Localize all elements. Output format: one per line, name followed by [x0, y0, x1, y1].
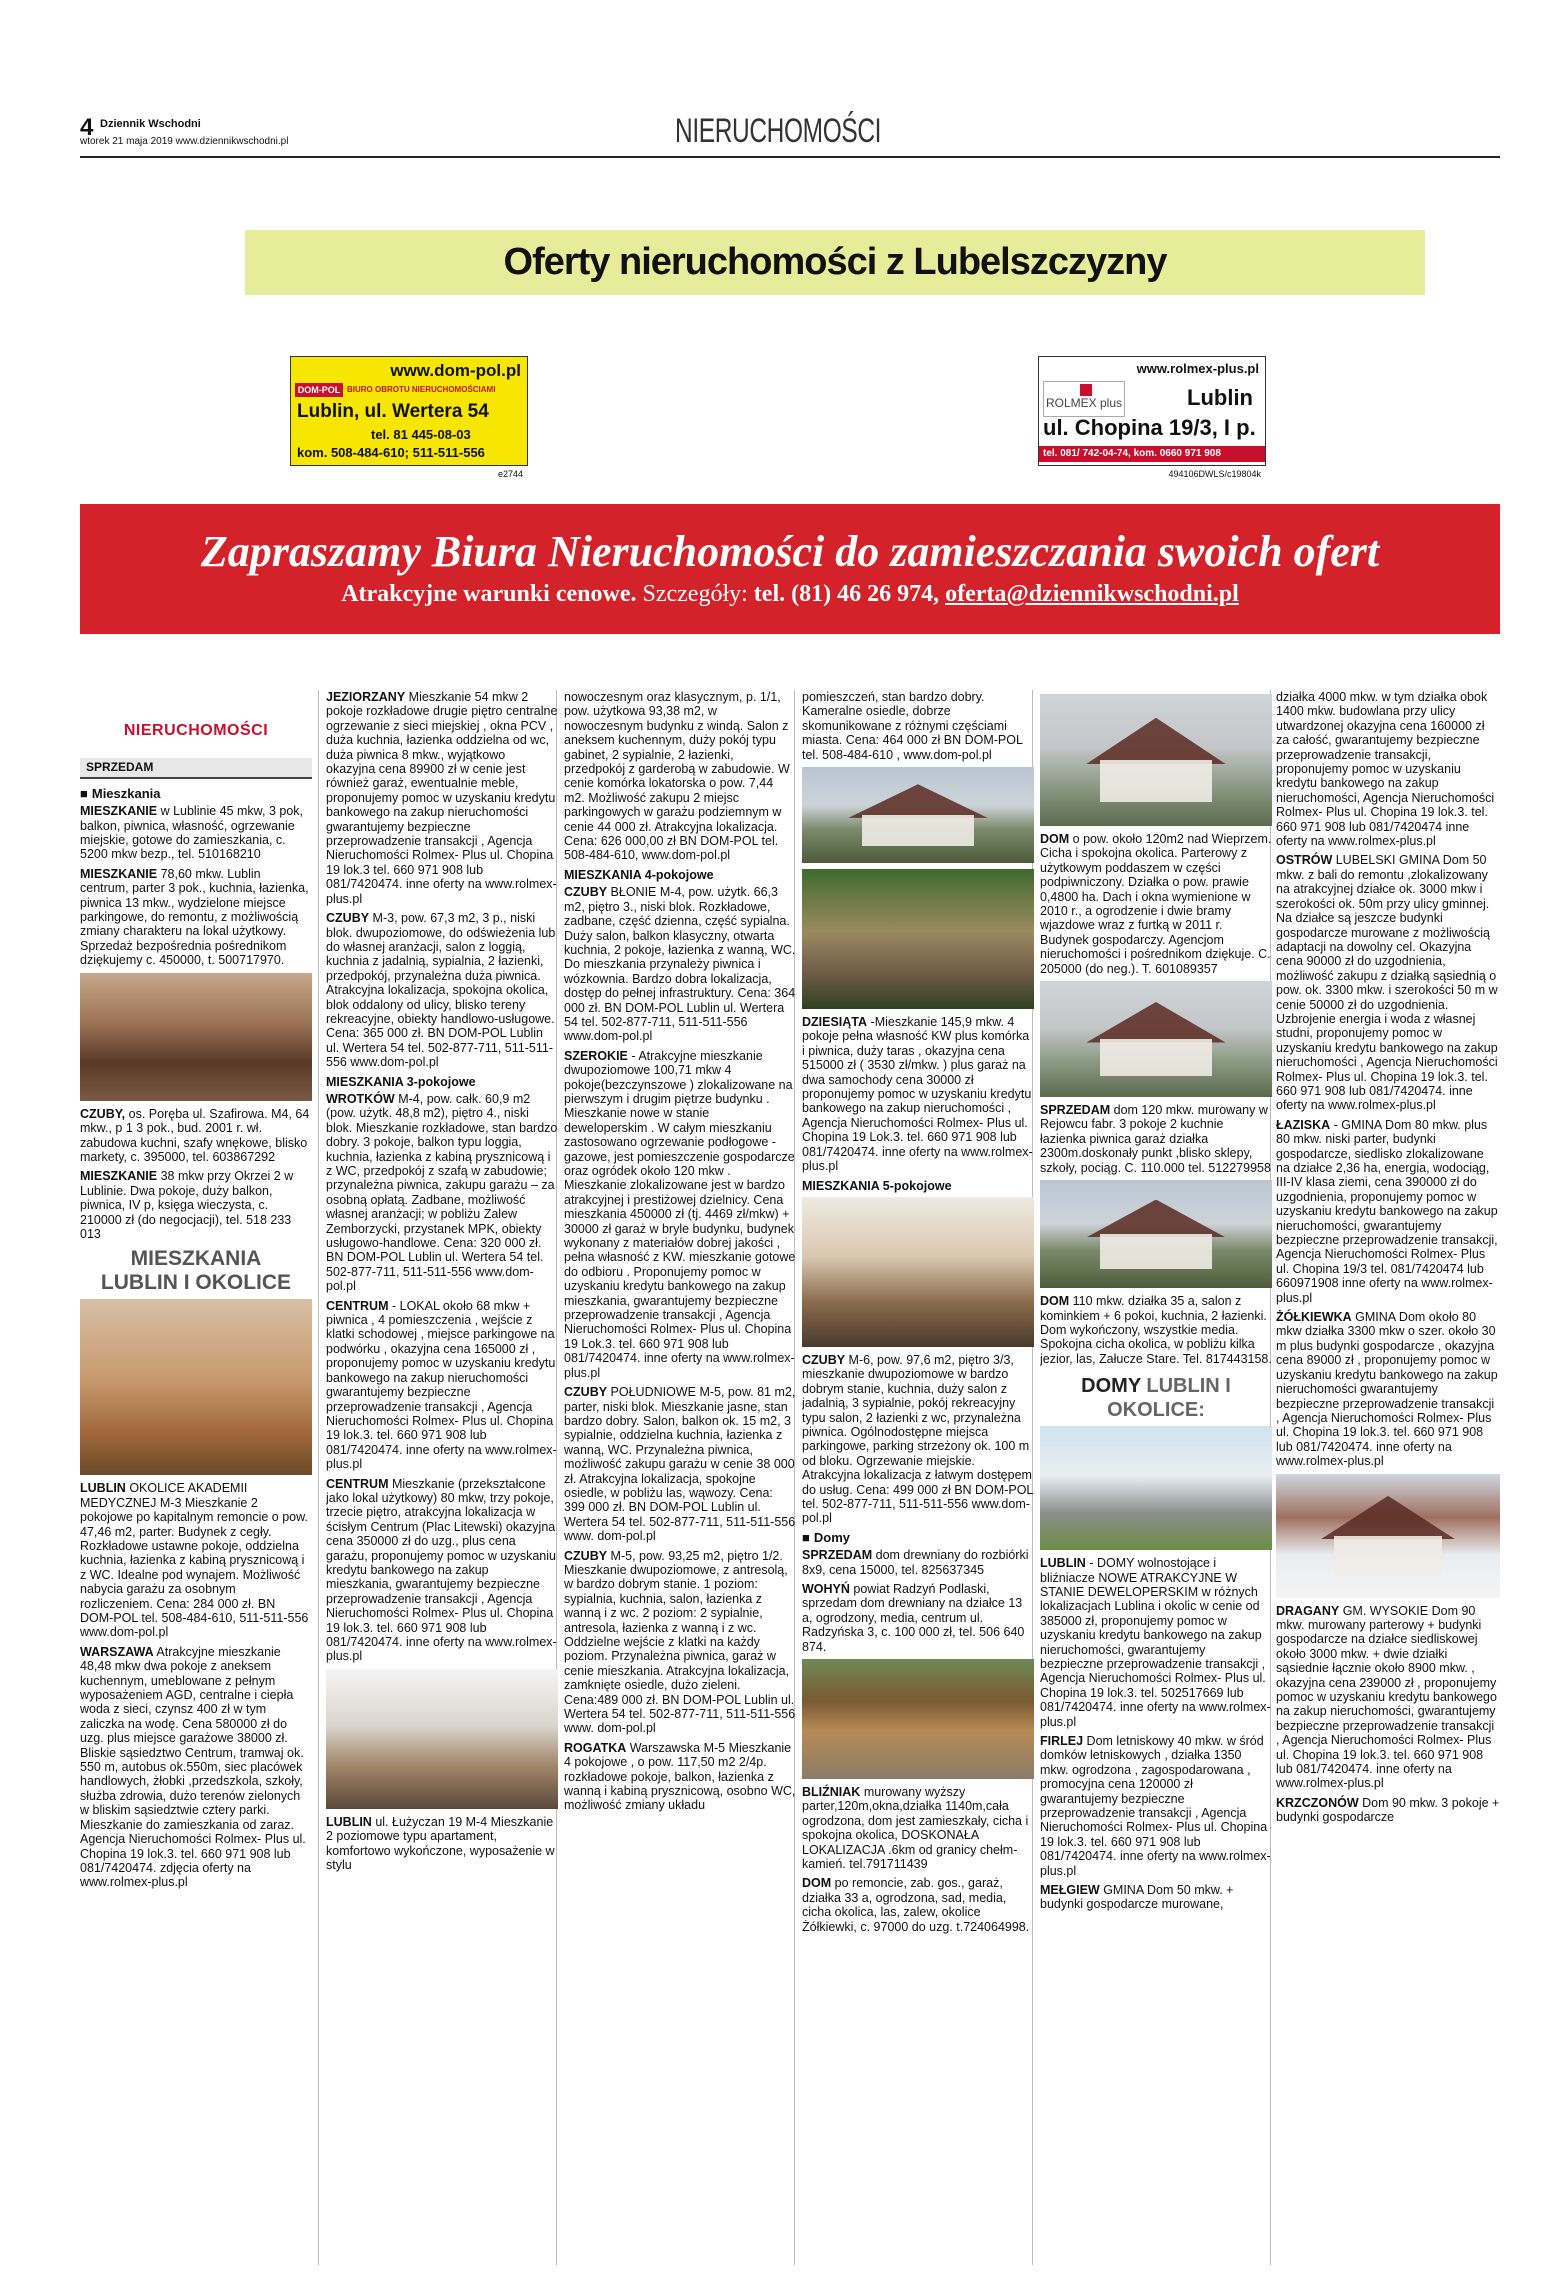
listing-text: -Mieszkanie 145,9 mkw. 4 pokoje pełna własność KW plus komórka i piwnica, duży taras , okazyjna cena 515000 zł ( 3530 zł/mkw. ) plus garaż na dwa samochody cena 30000 zł proponujemy pomoc w uzyskaniu kredytu bankowego na zakup nieruchomości , Agencja Nieruchomości Rolmex- Plus ul. Chopina 19 Lok.3. tel. 660 971 908 lub 081/7420474. inne oferty na www.rolmex-plus.pl — [802, 1015, 1033, 1174]
listing-text: dom drewniany do rozbiórki 8x9, cena 15000, tel. 825637345 — [802, 1548, 1029, 1577]
dompol-logo: DOM-POL — [295, 383, 343, 397]
listing-lead: JEZIORZANY — [326, 690, 406, 704]
listing — [564, 1385, 796, 1543]
rolmex-ad[interactable] — [1038, 356, 1266, 479]
listing-text: 38 mkw przy Okrzei 2 w Lublinie. Dwa pokoje, duży balkon, piwnica, IV p, księga wieczysta, c. 210000 zł (do negocjacji), tel. 518 233 013 — [80, 1169, 294, 1241]
subheading: MIESZKANIA 5-pokojowe — [802, 1178, 952, 1193]
listing-lead: ŁAZISKA — [1276, 1117, 1331, 1132]
listing-text: - DOMY wolnostojące i bliźniacze NOWE ATRAKCYJNE W STANIE DEWELOPERSKIM w różnych lokalizacjach Lublina i okolic w cenie od 385000 zł, proponujemy pomoc w uzyskaniu kredytu bankowego na zakup nieruchomości, gwarantujemy bezpieczne przeprowadzenie transakcji , Agencja Nieruchomości Rolmex- Plus ul. Chopina 19 lok.3. tel. 502517669 lub 081/7420474. inne oferty na www.rolmex-plus.pl — [1040, 1556, 1271, 1729]
listing-text: LUBELSKI GMINA Dom 50 mkw. z bali do remontu ,zlokalizowany na atrakcyjnej działce ok. 3000 mkw i szerokości ok. 50m przy ulicy gminnej. Na działce są jeszcze budynki gospodarcze murowane z możliwością adaptacji na dowolny cel. Okazyjna cena 90000 zł do uzgodnienia, możliwość zakupu z działką sąsiednią o pow. ok. 3300 mkw. i szerokości 50 m w cenie 50000 zł do uzgodnienia. Uzbrojenie energia i woda z własnej studni, proponujemy pomoc w uzyskaniu kredytu bankowego na zakup nieruchomości , Agencja Nieruchomości Rolmex- Plus ul. Chopina 19 lok.3. tel. 660 971 908 lub 081/7420474. inne oferty na www.rolmex-plus.pl — [1276, 853, 1498, 1113]
listing-lead: KRZCZONÓW — [1276, 1795, 1359, 1810]
roof-shape — [1086, 1200, 1225, 1238]
listing-text: Warszawska M-5 Mieszkanie 4 pokojowe , o pow. 117,50 m2 2/4p. rozkładowe pokoje, balkon, łazienka z wanną i kabiną prysznicową, osobno WC, możliwość zmiany układu — [564, 1740, 796, 1813]
column-6 — [1276, 690, 1500, 2265]
listing — [802, 1876, 1034, 1934]
listing — [1040, 832, 1272, 976]
listing-text: Atrakcyjne mieszkanie 48,48 mkw dwa pokoje z aneksem kuchennym, umeblowane z pełnym wyposażeniem AGD, centralne i ciepła woda z sieci, czynsz 400 zł w tym zaliczka na wodę. Cena 580000 zł do uzg. plus miejsce garażowe 38000 zł. Bliskie sąsiedztwo Centrum, tramwaj ok. 550 m, autobus ok.550m, siec placówek handlowych, żłobki ,przedszkola, szkoły, służba zdrowia, dużo terenów zielonych w bliskim sąsiedztwie cztery parki. Mieszkanie do zamieszkania od zaraz. Agencja Nieruchomości Rolmex- Plus ul. Chopina 19 lok.3. tel. 660 971 908 lub 081/7420474. zdjęcia oferty na www.rolmex-plus.pl — [80, 1644, 306, 1890]
listing — [80, 1169, 312, 1241]
roof-shape — [1086, 1002, 1225, 1043]
dompol-mobile: kom. 508-484-610; 511-511-556 — [297, 445, 485, 460]
listing — [564, 690, 796, 863]
house-photo — [802, 767, 1034, 863]
listing-lead: DRAGANY — [1276, 1603, 1340, 1618]
listing — [564, 885, 796, 1043]
rolmex-logo-text: ROLMEX plus — [1045, 396, 1123, 410]
listing-lead: FIRLEJ — [1040, 1734, 1084, 1748]
section-title: NIERUCHOMOŚCI — [675, 112, 882, 150]
rolmex-city: Lublin — [1187, 385, 1253, 410]
listing — [80, 1645, 312, 1890]
roof-shape — [848, 784, 987, 818]
listing-lead: CZUBY, — [80, 1106, 126, 1121]
listing-lead: ROGATKA — [564, 1740, 627, 1755]
listing-text: M-5, pow. 93,25 m2, piętro 1/2. Mieszkanie dwupoziomowe, z antresolą, w bardzo dobrym stanie. 1 poziom: sypialnia, kuchnia, salon, łazienka z wanną i z wc. 2 poziom: 2 sypialnie, antresola, łazienka z wanną i z wc. Oddzielne wejście z klatki na każdy poziom. Przynależna piwnica, garaż w cenie mieszkania. Atrakcyjna lokalizacja, zamknięte osiedle, dużo zieleni. Cena:489 000 zł. BN DOM-POL Lublin ul. Wertera 54 tel. 502-877-711, 511-511-556 www. dom-pol.pl — [564, 1548, 796, 1736]
listing-lead: SPRZEDAM — [1040, 1103, 1111, 1118]
listing-lead: WOHYŃ — [802, 1582, 850, 1596]
promo-line-2: LUBLIN I OKOLICE — [100, 1271, 292, 1295]
house-photo — [1040, 981, 1272, 1097]
listing-text: powiat Radzyń Podlaski, sprzedam dom drewniany na działce 13 a, ogrodzony, media, centrum ul. Radzyńska 3, c. 100 000 zł, tel. 506 640 874. — [802, 1582, 1025, 1654]
listing — [80, 804, 312, 862]
listing-lead: DOM — [1040, 1294, 1070, 1309]
site-url[interactable]: www.dziennikwschodni.pl — [175, 136, 289, 147]
wall-shape — [1100, 1234, 1211, 1269]
listing-text: Mieszkanie 54 mkw 2 pokoje rozkładowe drugie piętro centralne ogrzewanie z sieci miejskiej , okna PCV , duża kuchnia, łazienka oddzielna od wc, duża piwnica 8 mkw., wyjątkowo okazyjna cena 89900 zł w cenie jest również garaż, ewentualnie meble, proponujemy pomoc w uzyskaniu kredytu bankowego na zakup nieruchomości gwarantujemy bezpieczne przeprowadzenie transakcji , Agencja Nieruchomości Rolmex- Plus ul. Chopina 19 lok.3 tel. 660 971 908 lub 081/7420474. inne oferty na www.rolmex-plus.pl — [326, 690, 558, 906]
listing — [1276, 1310, 1500, 1468]
banner-email[interactable]: oferta@dziennikwschodni.pl — [945, 581, 1239, 607]
roof-shape — [1086, 718, 1225, 764]
listing — [326, 1477, 558, 1664]
listing-lead: DZIESIĄTA — [802, 1015, 868, 1030]
listing — [1276, 1796, 1500, 1825]
listing-text: BŁONIE M-4, pow. użytk. 66,3 m2, piętro 3., niski blok. Rozkładowe, zadbane, część dzienna, część sypialna. Duży salon, balkon klasyczny, otwarta kuchnia, 2 pokoje, łazienka z wanną, WC. Do mieszkania przynależy piwnica i wózkownia. Bardzo dobra lokalizacja, dostęp do pełnej infrastruktury. Cena: 364 000 zł. BN DOM-POL Lublin ul. Wertera 54 tel. 502-877-711, 511-511-556 www.dom-pol.pl — [564, 885, 796, 1044]
classifieds-columns — [80, 690, 1500, 2265]
listing — [80, 1107, 312, 1165]
listing-lead: CZUBY — [326, 911, 370, 926]
listing-text: M-4, pow. całk. 60,9 m2 (pow. użytk. 48,8 m2), piętro 4., niski blok. Mieszkanie rozkładowe, stan bardzo dobry. 3 pokoje, balkon typu loggia, kuchnia, łazienka z kabiną prysznicową i z WC, przedpokój z szafą w zabudowie; przynależna piwnica, zakupu garażu – za osobną opłatą. Zadbane, możliwość własnej aranżacji; w pobliżu Zalew Zemborzycki, przystanek MPK, obiekty usługowo-handlowe. Cena: 320 000 zł. BN DOM-POL Lublin ul. Wertera 54 tel. 502-877-711, 511-511-556 www.dom-pol.pl — [326, 1091, 558, 1294]
page-title: Oferty nieruchomości z Lubelszczyzny — [503, 241, 1167, 283]
listing-text: GMINA Dom około 80 mkw działka 3300 mkw o szer. około 30 m plus budynki gospodarcze , okazyjna cena 89000 zł , proponujemy pomoc w uzyskaniu kredytu bankowego na zakup nieruchomości gwarantujemy bezpieczne przeprowadzenie transakcji , Agencja Nieruchomości Rolmex- Plus ul. Chopina 19 lok.3. tel. 660 971 908 lub 081/7420474. inne oferty na www.rolmex-plus.pl — [1276, 1310, 1498, 1469]
listing-text: OKOLICE AKADEMII MEDYCZNEJ M-3 Mieszkanie 2 pokojowe po kapitalnym remoncie o pow. 47,46 m2, parter. Budynek z cegły. Rozkładowe ustawne pokoje, oddzielna kuchnia, łazienka z kabiną prysznicową i z WC. Idealne pod wynajem. Możliwość nabycia garażu za osobnym rozliczeniem. Cena: 284 000 zł. BN DOM-POL tel. 508-484-610, 511-511-556 www.dom-pol.pl — [80, 1481, 309, 1640]
rolmex-street: ul. Chopina 19/3, I p. — [1043, 415, 1256, 440]
listing-text: GM. WYSOKIE Dom 90 mkw. murowany parterowy + budynki gospodarcze na działce siedliskowej około 3000 mkw. + dwie działki sąsiednie łącznie około 8900 mkw. , okazyjna cena 239000 zł , proponujemy pomoc w uzyskaniu kredytu bankowego na zakup nieruchomości, gwarantujemy bezpieczne przeprowadzenie transakcji , Agencja Nieruchomości Rolmex- Plus ul. Chopina 19 lok.3. tel. 660 971 908 lub 081/7420474. inne oferty na www.rolmex-plus.pl — [1276, 1603, 1497, 1791]
listing-lead: DOM — [1040, 832, 1070, 846]
banner-tel: tel. (81) 46 26 974, — [753, 581, 940, 607]
promo-heading — [80, 1247, 312, 1295]
listing — [1040, 1556, 1272, 1729]
banner-headline: Zapraszamy Biura Nieruchomości do zamieszczania swoich ofert — [200, 527, 1380, 576]
listing-lead: MIESZKANIE — [80, 866, 158, 881]
listing-text: M-6, pow. 97,6 m2, piętro 3/3, mieszkanie dwupoziomowe w bardzo dobrym stanie, kuchnia, duży salon z jadalnią, 3 sypialnie, pokój rekreacyjny typu salon, 2 łazienki z wc, przynależna piwnica. Ogólnodostępne miejsca parkingowe, parking strzeżony ok. 100 m od bloku. Ogrzewanie miejskie. Atrakcyjna lokalizacja z łatwym dostępem do usług. Cena: 499 000 zł BN DOM-POL tel. 502-877-711, 511-511-556 www.dom-pol.pl — [802, 1352, 1033, 1526]
listing-lead: SZEROKIE — [564, 1048, 628, 1063]
listing — [1040, 1294, 1272, 1366]
rubric-title: NIERUCHOMOŚCI — [123, 722, 269, 739]
page-number: 4 — [80, 114, 94, 141]
listing — [1276, 1604, 1500, 1791]
listing — [564, 1049, 796, 1380]
listing — [80, 1481, 312, 1639]
listing — [802, 1015, 1034, 1173]
listing-lead: MIESZKANIE — [80, 804, 158, 819]
listing — [802, 1785, 1034, 1871]
listing-text: w Lublinie 45 mkw, 3 pok, balkon, piwnica, własność, ogrzewanie miejskie, gotowe do zamieszkania, c. 5200 mkw bezp., tel. 510168210 — [80, 804, 304, 862]
kitchen-photo — [326, 1669, 558, 1809]
wall-shape — [1100, 760, 1211, 802]
category-heading: ■ Domy — [802, 1531, 1034, 1545]
listing-lead: LUBLIN — [80, 1481, 126, 1496]
listing — [802, 1582, 1034, 1654]
wall-shape — [862, 815, 973, 846]
house-photo — [1040, 694, 1272, 826]
fence-photo — [802, 1659, 1034, 1779]
listing — [80, 867, 312, 968]
listing-text: POŁUDNIOWE M-5, pow. 81 m2, parter, niski blok. Mieszkanie jasne, stan bardzo dobry. Salon, balkon ok. 15 m2, 3 sypialnie, oddzielna kuchnia, łazienka z wanną, WC. Przynależna piwnica, możliwość zakupu garażu w cenie 38 000 zł. Atrakcyjna lokalizacja, spokojne osiedle, w pobliżu las, wąwozy. Cena: 399 000 zł. BN DOM-POL Lublin ul. Wertera 54 tel. 502-877-711, 511-511-556 www. dom-pol.pl — [564, 1385, 796, 1544]
date-text: wtorek 21 maja 2019 — [80, 136, 173, 147]
subsection-bar: SPRZEDAM — [80, 758, 312, 778]
newspaper-name: Dziennik Wschodni — [100, 118, 201, 130]
dompol-ad[interactable] — [290, 356, 528, 479]
listing-text: - LOKAL około 68 mkw + piwnica , 4 pomieszczenia , wejście z klatki schodowej , miejsce parkingowe na podwórku , okazyjna cena 165000 zł , proponujemy pomoc w uzyskaniu kredytu bankowego na zakup nieruchomości gwarantujemy bezpieczne przeprowadzenie transakcji , Agencja Nieruchomości Rolmex- Plus ul. Chopina 19 lok.3. tel. 660 971 908 lub 081/7420474. inne oferty na www.rolmex-plus.pl — [326, 1298, 557, 1472]
listing — [1040, 1883, 1272, 1912]
listing-lead: OSTRÓW — [1276, 853, 1333, 868]
listing-text: pomieszczeń, stan bardzo dobry. Kameralne osiedle, dobrze skomunikowane z różnymi częściami miasta. Cena: 464 000 zł BN DOM-POL tel. 508-484-610 , www.dom-pol.pl — [802, 690, 1023, 762]
listing-lead: LUBLIN — [1040, 1556, 1086, 1571]
listing-lead: CZUBY — [564, 1548, 608, 1563]
apartment-photo — [80, 973, 312, 1101]
listing — [326, 690, 558, 906]
living-room-photo — [80, 1299, 312, 1475]
listing-lead: CZUBY — [802, 1352, 846, 1367]
listing — [1040, 1103, 1272, 1175]
listing — [326, 1299, 558, 1472]
subheading: MIESZKANIA 3-pokojowe — [326, 1074, 476, 1089]
dompol-address: Lublin, ul. Wertera 54 — [297, 401, 489, 422]
listing — [326, 911, 558, 1069]
rolmex-tel: tel. 081/ 742-04-74, kom. 0660 971 908 — [1039, 446, 1265, 462]
listing-text: 110 mkw. działka 35 a, salon z kominkiem + 6 pokoi, kuchnia, 2 łazienki. Dom wykończony, wszystkie media. Spokojna cicha okolica, w pobliżu kilka jezior, las, Załucze Stare. Tel. 817443158. — [1040, 1294, 1272, 1366]
subheading: MIESZKANIA 4-pokojowe — [564, 867, 714, 882]
banner-text: Szczegóły: — [642, 581, 748, 607]
rolmex-logo — [1043, 381, 1125, 417]
listing-lead: ŻÓŁKIEWKA — [1276, 1310, 1352, 1325]
listing-text: ul. Łużyczan 19 M-4 Mieszkanie 2 poziomowe typu apartament, komfortowo wykończone, wyposażenie w stylu — [326, 1814, 555, 1873]
promo-line-3: OKOLICE: — [1107, 1399, 1205, 1422]
banner-bold: Atrakcyjne warunki cenowe. — [341, 581, 637, 607]
listing-lead: SPRZEDAM — [802, 1548, 873, 1563]
dompol-code: e2744 — [497, 469, 523, 479]
category-heading: ■ Mieszkania — [80, 787, 312, 801]
listing-lead: WROTKÓW — [326, 1091, 395, 1106]
listing — [326, 1815, 558, 1873]
listing-lead: LUBLIN — [326, 1814, 372, 1829]
listing-text: - GMINA Dom 80 mkw. plus 80 mkw. niski parter, budynki gospodarcze, siedlisko zlokalizowane na działce 2,36 ha, energia, wodociąg, III-IV klasa ziemi, cena 390000 zł do uzgodnienia, proponujemy pomoc w uzyskaniu kredytu bankowego na zakup nieruchomości, gwarantujemy bezpieczne przeprowadzenie transakcji, Agencja Nieruchomości Rolmex- Plus ul. Chopina 19/3 tel. 081/7420474 lub 660971908 inne oferty na www.rolmex-plus.pl — [1276, 1117, 1498, 1305]
listing-text: po remoncie, zab. gos., garaż, działka 33 a, ogrodzona, sad, media, cicha okolica, las, zalew, okolice Żółkiewki, c. 97000 do uzg. t.724064998. — [802, 1876, 1030, 1934]
modern-house-photo — [1040, 1426, 1272, 1550]
column-4 — [802, 690, 1034, 2265]
rolmex-code: 494106DWLS/c19804k — [1168, 469, 1261, 479]
listing-lead: CENTRUM — [326, 1298, 389, 1313]
listing-lead: MIESZKANIE — [80, 1169, 158, 1184]
listing-lead: BLIŹNIAK — [802, 1785, 861, 1800]
listing — [564, 1741, 796, 1813]
listing-text: Dom letniskowy 40 mkw. w śród domków letniskowych , działka 1350 mkw. ogrodzona , zagospodarowana , promocyjna cena 120000 zł gwarantujemy bezpieczne przeprowadzenie transakcji , Agencja Nieruchomości Rolmex- Plus ul. Chopina 19 lok.3. tel. 660 971 908 lub 081/7420474. inne oferty na www.rolmex-plus.pl — [1040, 1734, 1271, 1878]
banner-contact — [80, 581, 1500, 608]
dompol-tagline: BIURO OBROTU NIERUCHOMOŚCIAMI — [347, 385, 496, 394]
terrace-photo — [802, 869, 1034, 1009]
rolmex-logo-mark — [1080, 384, 1092, 396]
listing-lead: CZUBY — [564, 885, 608, 900]
wall-shape — [1334, 1536, 1442, 1576]
listing — [802, 1353, 1034, 1526]
listing-lead: MEŁGIEW — [1040, 1883, 1100, 1898]
listing-text: murowany wyższy parter,120m,okna,działka 1140m,cała ogrodzona, dom jest zamieszkały, cicha i spokojna okolica, DOSKONAŁA LOKALIZACJA .6km od granicy chełm-kamień. tel.791711439 — [802, 1785, 1029, 1872]
listing-text: dom 120 mkw. murowany w Rejowcu fabr. 3 pokoje 2 kuchnie łazienka piwnica garaż działka 2300m.doskonały punkt ,blisko sklepy, szkoły, pociąg. C. 110.000 tel. 512279958 — [1040, 1103, 1271, 1175]
agency-invite-banner — [80, 504, 1500, 634]
listing-text: nowoczesnym oraz klasycznym, p. 1/1, pow. użytkowa 93,38 m2, w nowoczesnym budynku z windą. Salon z aneksem kuchennym, duży pokój typu gabinet, 2 sypialnie, 2 łazienki, przedpokój z garderobą w zabudowie. W cenie komórka lokatorska o pow. 7,44 m2. Możliwość zakupu 2 miejsc parkingowych w garażu podziemnym w cenie 44 000 zł. Atrakcyjna lokalizacja. Cena: 626 000,00 zł BN DOM-POL tel. 508-484-610, www.dom-pol.pl — [564, 690, 790, 863]
dompol-tel: tel. 81 445-08-03 — [371, 427, 471, 442]
column-5 — [1040, 690, 1272, 2265]
house-photo — [1040, 1180, 1272, 1288]
promo-line-1: MIESZKANIA — [130, 1247, 262, 1271]
snowy-house-photo — [1276, 1474, 1500, 1598]
listing-lead: DOM — [802, 1876, 832, 1891]
listing — [1276, 1118, 1500, 1305]
listing-text: GMINA Dom 50 mkw. + budynki gospodarcze murowane, — [1040, 1883, 1234, 1912]
rolmex-url[interactable]: www.rolmex-plus.pl — [1136, 361, 1259, 376]
issue-date — [80, 136, 288, 147]
listing — [326, 1092, 558, 1294]
listing-lead: CZUBY — [564, 1385, 608, 1400]
roof-shape — [1321, 1496, 1455, 1539]
title-band — [245, 230, 1425, 295]
dompol-url[interactable]: www.dom-pol.pl — [390, 361, 521, 380]
column-divider — [318, 690, 319, 2265]
listing — [1276, 853, 1500, 1112]
page-header — [80, 108, 1500, 160]
promo-heading — [1040, 1374, 1272, 1422]
listing — [1040, 1734, 1272, 1878]
promo-line-1: DOMY — [1081, 1375, 1141, 1398]
listing — [1276, 690, 1500, 848]
listing-lead: WARSZAWA — [80, 1644, 154, 1659]
listing-text: działka 4000 mkw. w tym działka obok 1400 mkw. budowlana przy ulicy utwardzonej okazyjna cena 160000 zł za całość, gwarantujemy bezpieczne przeprowadzenie transakcji, proponujemy pomoc w uzyskaniu kredytu bankowego na zakup nieruchomości, Agencja Nieruchomości Rolmex- Plus ul. Chopina 19 lok.3. tel. 660 971 908 lub 081/7420474 inne oferty na www.rolmex-plus.pl — [1276, 690, 1495, 849]
promo-line-2: LUBLIN I — [1146, 1375, 1231, 1398]
interior-photo — [802, 1197, 1034, 1347]
listing — [802, 1548, 1034, 1577]
listing-lead: CENTRUM — [326, 1476, 389, 1491]
listing-text: M-3, pow. 67,3 m2, 3 p., niski blok. dwupoziomowe, do odświeżenia lub do własnej aranżacji, salon z loggią, kuchnia z jadalnią, sypialnia, 2 łazienki, przedpokój, przynależna duża piwnica. Atrakcyjna lokalizacja, spokojna okolica, blok oddalony od ulicy, blisko tereny rekreacyjne, obiekty handlowo-usługowe. Cena: 365 000 zł. BN DOM-POL Lublin ul. Wertera 54 tel. 502-877-711, 511-511-556 www.dom-pol.pl — [326, 911, 556, 1070]
listing-text: o pow. około 120m2 nad Wieprzem. Cicha i spokojna okolica. Parterowy z użytkowym poddaszem w części podpiwniczony. Działka o pow. prawie 0,4800 ha. Dach i okna wymienione w 2010 r., a ogrodzenie i dwie bramy wjazdowe wraz z furtką w 2011 r. Budynek gospodarczy. Agencjom nieruchomości i pośrednikom dziękuje. C. 205000 (do neg.). T. 601089357 — [1040, 832, 1272, 976]
header-divider — [80, 156, 1500, 158]
listing — [564, 1549, 796, 1736]
listing — [802, 690, 1034, 762]
listing-text: - Atrakcyjne mieszkanie dwupoziomowe 100,71 mkw 4 pokoje(bezczynszowe ) zlokalizowane na pierwszym i drugim piętrze budynku . Mieszkanie nowe w stanie deweloperskim . W całym mieszkaniu zastosowano ogrzewanie podłogowe - gazowe, jest pomieszczenie gospodarcze oraz ogródek około 120 mkw . Mieszkanie zlokalizowane jest w bardzo atrakcyjnej i prestiżowej dzielnicy. Cena mieszkania 450000 zł (tj. 4469 zł/mkw) + 30000 zł garaż w bryle budynku, budynek wykonany z materiałów dobrej jakości , pełna własność z KW. mieszkanie gotowe do odbioru . Proponujemy pomoc w uzyskaniu kredytu bankowego na zakup mieszkania, gwarantujemy bezpieczne przeprowadzenie transakcji , Agencja Nieruchomości Rolmex- Plus ul. Chopina 19 Lok.3. tel. 660 971 908 lub 081/7420474. inne oferty na www.rolmex-plus.pl — [564, 1048, 796, 1380]
column-1 — [80, 690, 312, 2265]
column-2 — [326, 690, 558, 2265]
listing-text: Mieszkanie (przekształcone jako lokal użytkowy) 80 mkw, trzy pokoje, trzecie piętro, atrakcyjna lokalizacja w ścisłym Centrum (Plac Litewski) okazyjna cena 350000 zł do uzg., plus cena garażu, proponujemy pomoc w uzyskaniu kredytu bankowego na zakup mieszkania, gwarantujemy bezpieczne przeprowadzenie transakcji , Agencja Nieruchomości Rolmex- Plus ul. Chopina 19 lok.3. tel. 660 971 908 lub 081/7420474. inne oferty na www.rolmex-plus.pl — [326, 1476, 557, 1664]
listing-text: 78,60 mkw. Lublin centrum, parter 3 pok., kuchnia, łazienka, piwnica 13 mkw., wydzielone miejsce parkingowe, do remontu, z możliwością zmiany charakteru na lokal użytkowy. Sprzedaż bezpośrednia pośrednikom dziękujemy c. 450000, t. 500717970. — [80, 866, 309, 968]
listing-text: os. Poręba ul. Szafirowa. M4, 64 mkw., p 1 3 pok., bud. 2001 r. wł. zabudowa kuchni, szafy wnękowe, blisko markety, c. 395000, tel. 603867292 — [80, 1106, 310, 1164]
wall-shape — [1100, 1039, 1211, 1076]
listing-text: Dom 90 mkw. 3 pokoje + budynki gospodarcze — [1276, 1795, 1500, 1825]
column-3 — [564, 690, 796, 2265]
